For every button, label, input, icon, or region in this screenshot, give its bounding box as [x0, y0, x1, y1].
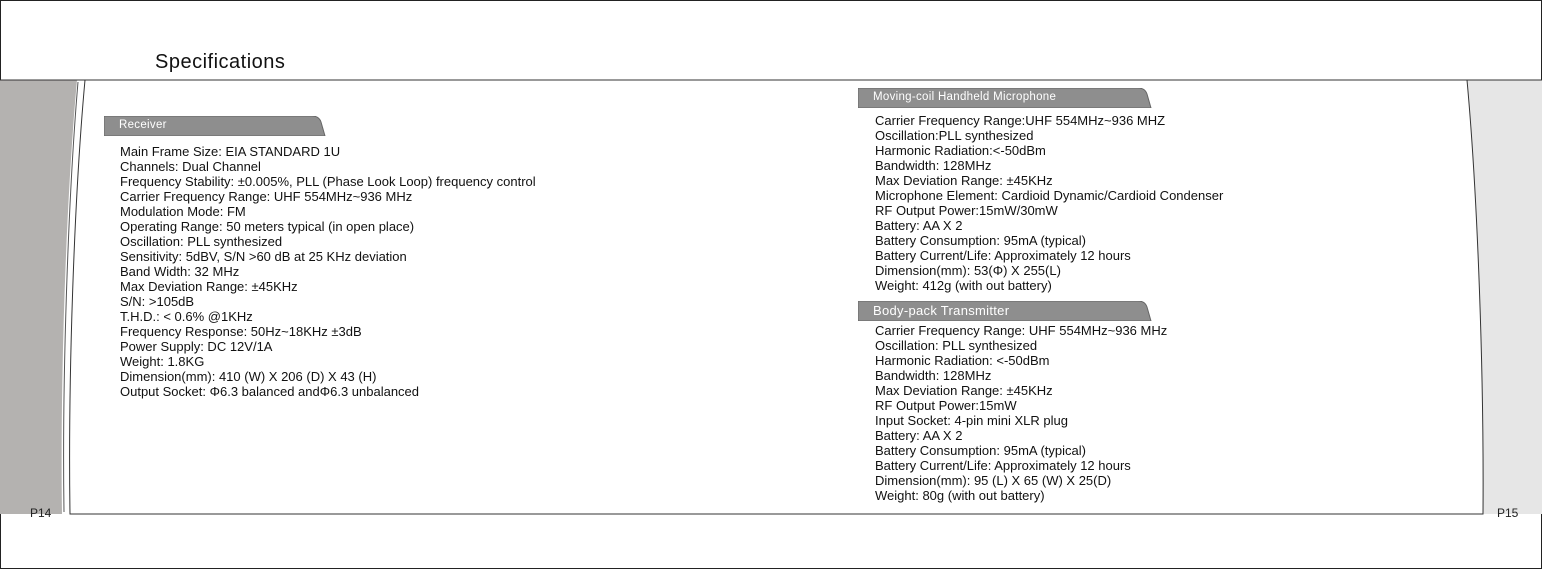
- spec-line: Oscillation:PLL synthesized: [875, 128, 1034, 143]
- bodypack-heading: Body-pack Transmitter: [873, 303, 1010, 318]
- handheld-tab: [858, 88, 1152, 108]
- spec-line: Dimension(mm): 53(Φ) X 255(L): [875, 263, 1061, 278]
- right-page-number: P15: [1497, 506, 1519, 520]
- spec-line: Sensitivity: 5dBV, S/N >60 dB at 25 KHz deviation: [120, 249, 407, 264]
- spec-line: Carrier Frequency Range: UHF 554MHz~936 MHz: [120, 189, 413, 204]
- spec-line: Output Socket: Φ6.3 balanced andΦ6.3 unbalanced: [120, 384, 420, 399]
- spec-line: Weight: 412g (with out battery): [875, 278, 1052, 293]
- spec-line: Input Socket: 4-pin mini XLR plug: [875, 413, 1068, 428]
- left-side-panel: [0, 80, 77, 514]
- spec-line: Weight: 80g (with out battery): [875, 488, 1045, 503]
- spec-line: Max Deviation Range: ±45KHz: [875, 383, 1053, 398]
- spec-line: Dimension(mm): 95 (L) X 65 (W) X 25(D): [875, 473, 1112, 488]
- left-page-number: P14: [30, 506, 52, 520]
- spec-line: T.H.D.: < 0.6% @1KHz: [120, 309, 253, 324]
- spec-line: Oscillation: PLL synthesized: [120, 234, 283, 249]
- receiver-spec-list: [120, 144, 536, 399]
- spec-line: Battery Current/Life: Approximately 12 hours: [875, 458, 1131, 473]
- spec-line: Battery Consumption: 95mA (typical): [875, 443, 1086, 458]
- spec-line: Weight: 1.8KG: [120, 354, 205, 369]
- spec-line: Oscillation: PLL synthesized: [875, 338, 1038, 353]
- spec-line: RF Output Power:15mW: [875, 398, 1017, 413]
- spec-line: Harmonic Radiation: <-50dBm: [875, 353, 1050, 368]
- spec-line: Bandwidth: 128MHz: [875, 158, 992, 173]
- bodypack-spec-list: [875, 323, 1167, 503]
- receiver-heading: Receiver: [119, 119, 167, 131]
- spec-line: Dimension(mm): 410 (W) X 206 (D) X 43 (H): [120, 369, 377, 384]
- bodypack-tab: [858, 301, 1152, 321]
- spec-line: Carrier Frequency Range: UHF 554MHz~936 MHz: [875, 323, 1168, 338]
- spec-line: Battery Consumption: 95mA (typical): [875, 233, 1086, 248]
- spec-line: Power Supply: DC 12V/1A: [120, 339, 273, 354]
- receiver-tab: [104, 116, 326, 136]
- spec-line: Microphone Element: Cardioid Dynamic/Cardioid Condenser: [875, 188, 1224, 203]
- spec-line: Battery Current/Life: Approximately 12 hours: [875, 248, 1131, 263]
- spec-line: RF Output Power:15mW/30mW: [875, 203, 1058, 218]
- handheld-spec-list: [875, 113, 1223, 293]
- spec-line: Main Frame Size: EIA STANDARD 1U: [120, 144, 341, 159]
- spec-line: Battery: AA X 2: [875, 218, 963, 233]
- spec-line: S/N: >105dB: [120, 294, 195, 309]
- spec-line: Harmonic Radiation:<-50dBm: [875, 143, 1046, 158]
- spec-line: Max Deviation Range: ±45KHz: [875, 173, 1053, 188]
- spec-line: Frequency Stability: ±0.005%, PLL (Phase Look Loop) frequency control: [120, 174, 536, 189]
- spec-line: Modulation Mode: FM: [120, 204, 246, 219]
- spec-line: Frequency Response: 50Hz~18KHz ±3dB: [120, 324, 362, 339]
- spec-line: Operating Range: 50 meters typical (in open place): [120, 219, 415, 234]
- spec-line: Bandwidth: 128MHz: [875, 368, 992, 383]
- spec-line: Channels: Dual Channel: [120, 159, 261, 174]
- spec-line: Battery: AA X 2: [875, 428, 963, 443]
- spec-line: Max Deviation Range: ±45KHz: [120, 279, 298, 294]
- page-title: Specifications: [155, 51, 286, 73]
- handheld-heading: Moving-coil Handheld Microphone: [873, 91, 1057, 103]
- spec-line: Carrier Frequency Range:UHF 554MHz~936 MHZ: [875, 113, 1166, 128]
- spec-line: Band Width: 32 MHz: [120, 264, 240, 279]
